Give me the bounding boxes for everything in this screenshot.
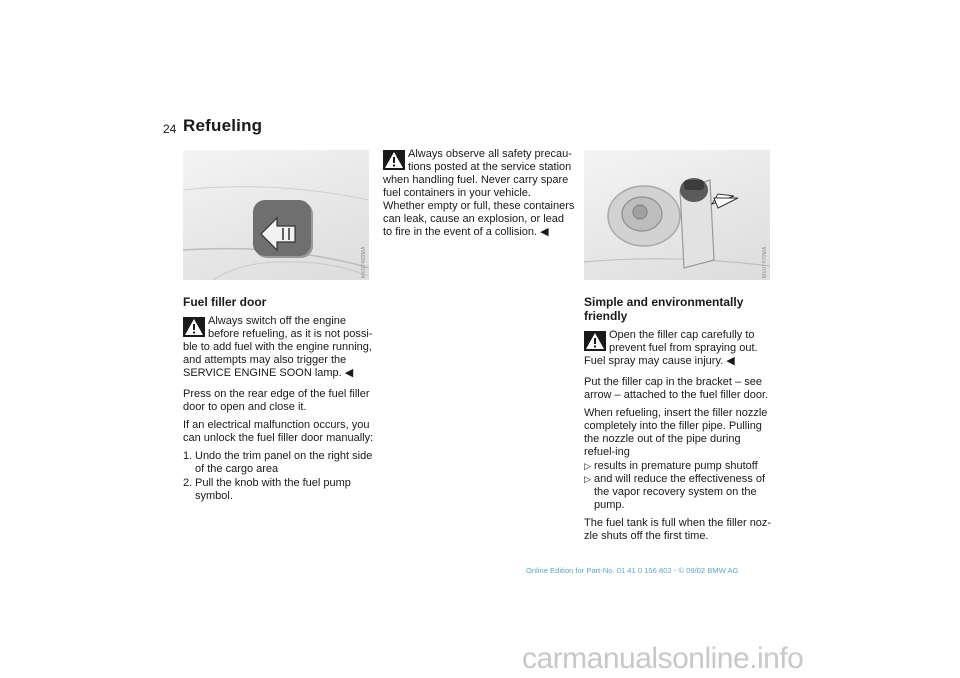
steps-list: [183, 450, 378, 503]
column-safety-warning: [383, 148, 575, 244]
paragraph: If an electrical malfunction occurs, you can unlock the fuel filler door manually:: [183, 419, 374, 444]
fuel-door-illustration: [183, 150, 369, 280]
warning-line-1: Always switch off the engine: [208, 315, 346, 327]
column-fuel-filler-door: [183, 295, 378, 504]
paragraph: Put the filler cap in the bracket – see arrow – attached to the fuel filler door.: [584, 376, 769, 401]
warning-text: ble to add fuel with the engine running, and attempts may also trigger the SERVICE ENGINE SOON lamp.: [183, 341, 372, 379]
list-item: ▷ and will reduce the effectiveness of the vapor recovery system on the pump.: [584, 473, 766, 511]
paragraph: The fuel tank is full when the filler noz-zle shuts off the first time.: [584, 517, 772, 542]
page-number: 24: [163, 122, 177, 136]
end-mark: ◀: [344, 367, 354, 379]
warning-line-2: before refueling, as it is not possi-: [208, 328, 373, 340]
warning-text: when handling fuel. Never carry spare fuel containers in your vehicle. Whether empty or full, these containers can leak, cause an explosion, or lead to fire in the event of a collision.: [383, 174, 575, 238]
warning-triangle-icon: [383, 150, 405, 170]
section-heading: Simple and environmentally friendly: [584, 295, 744, 323]
figure-code: MV07469MA: [361, 246, 367, 278]
warning-fuel-safety: [383, 148, 575, 239]
figure-code: MV07470MA: [762, 246, 768, 278]
figure-fuel-filler-door: [183, 150, 369, 280]
section-heading: Fuel filler door: [183, 295, 267, 309]
footer-edition: Online Edition for Part-No. 01 41 0 156 802 - © 09/02 BMW AG: [526, 566, 739, 575]
warning-line-2: tions posted at the service station: [408, 161, 572, 173]
warning-line-1: Always observe all safety precau-: [408, 148, 572, 160]
page-title: Refueling: [183, 116, 263, 135]
warning-triangle-icon: [584, 331, 606, 351]
list-item: ▷ results in premature pump shutoff: [584, 460, 758, 472]
warning-filler-cap: [584, 329, 774, 368]
paragraph: Press on the rear edge of the fuel filler door to open and close it.: [183, 388, 370, 413]
column-environment: [584, 295, 774, 548]
warning-line-2: prevent fuel from spraying out.: [609, 342, 758, 354]
warning-engine-off: [183, 315, 378, 380]
filler-cap-illustration: [584, 150, 770, 280]
watermark-logo: carmanualsonline.info: [522, 642, 804, 675]
bullet-list: [584, 460, 774, 512]
paragraph: When refueling, insert the filler nozzle completely into the filler pipe. Pulling the nozzle out of the pipe during refuel-ing: [584, 407, 768, 458]
list-item: 2. Pull the knob with the fuel pump symbol.: [183, 477, 351, 502]
warning-triangle-icon: [183, 317, 205, 337]
warning-text: Fuel spray may cause injury.: [584, 355, 724, 367]
list-item: 1. Undo the trim panel on the right side of the cargo area: [183, 450, 373, 475]
warning-line-1: Open the filler cap carefully to: [609, 329, 755, 341]
end-mark: ◀: [540, 226, 549, 238]
end-mark: ◀: [726, 355, 735, 367]
figure-filler-cap: [584, 150, 770, 280]
